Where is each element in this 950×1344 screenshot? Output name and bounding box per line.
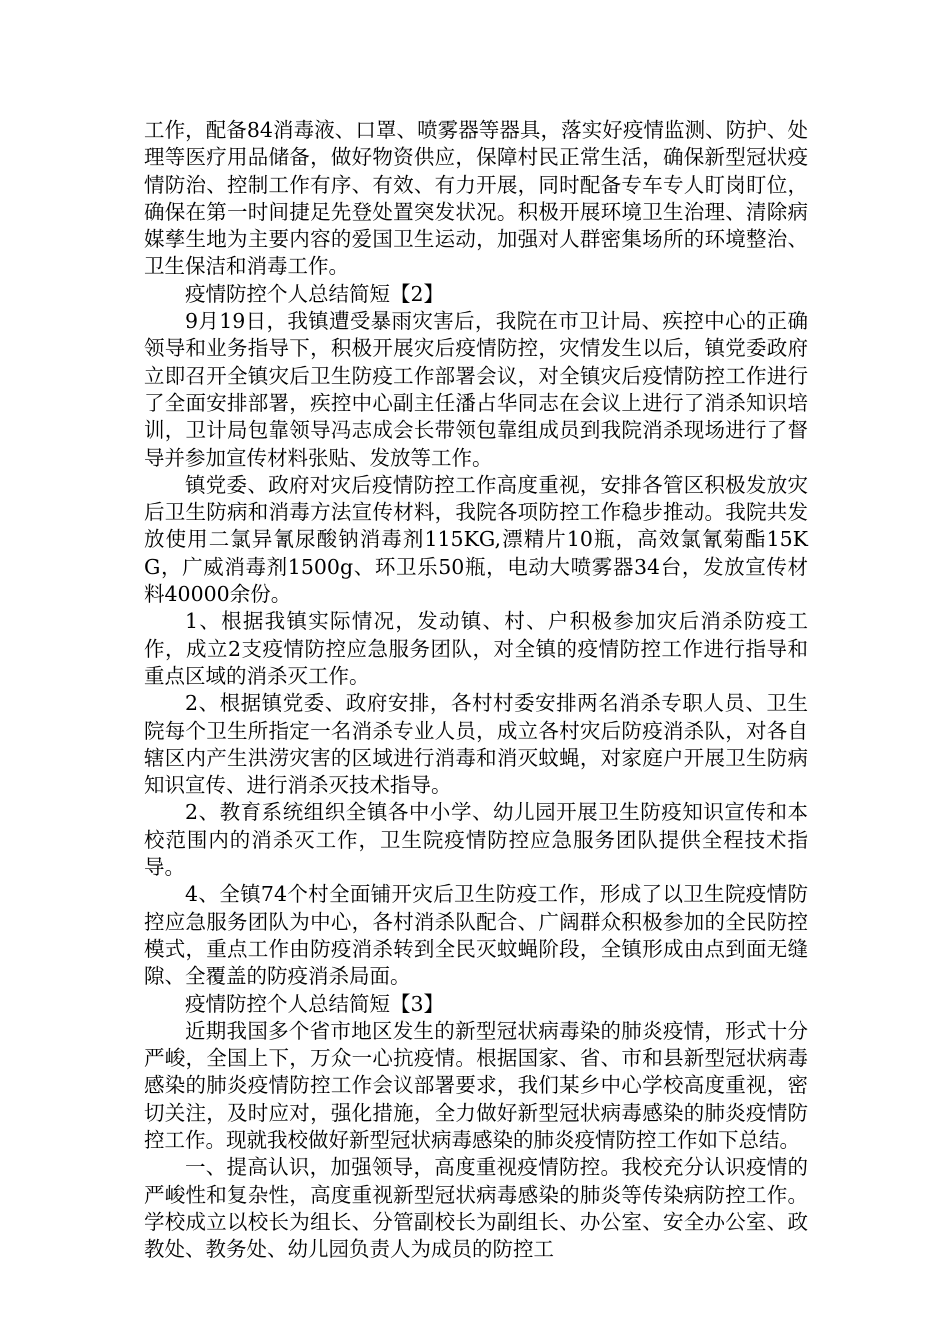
paragraph-item-2b: 2、教育系统组织全镇各中小学、幼儿园开展卫生防疫知识宣传和本校范围内的消杀灭工作，卫生院疫情防控应急服务团队提供全程技术指导。	[144, 800, 808, 880]
section-heading-3: 疫情防控个人总结简短【3】	[185, 991, 445, 1016]
section-heading-2: 疫情防控个人总结简短【2】	[185, 281, 445, 306]
document-page	[144, 117, 808, 1263]
paragraph-item-4: 4、全镇74个村全面铺开灾后卫生防疫工作，形成了以卫生院疫情防控应急服务团队为中心，各村消杀队配合、广阔群众积极参加的全民防控模式，重点工作由防疫消杀转到全民灭蚊蝇阶段，全镇形成由点到面无缝隙、全覆盖的防疫消杀局面。	[144, 882, 808, 989]
paragraph: 一、提高认识，加强领导，高度重视疫情防控。我校充分认识疫情的严峻性和复杂性，高度重视新型冠状病毒感染的肺炎等传染病防控工作。学校成立以校长为组长、分管副校长为副组长、办公室、安全办公室、政教处、教务处、幼儿园负责人为成员的防控工	[144, 1155, 808, 1262]
paragraph-continued: 工作，配备84消毒液、口罩、喷雾器等器具，落实好疫情监测、防护、处理等医疗用品储备，做好物资供应，保障村民正常生活，确保新型冠状疫情防治、控制工作有序、有效、有力开展，同时配备专车专人盯岗盯位，确保在第一时间捷足先登处置突发状况。积极开展环境卫生治理、清除病媒孳生地为主要内容的爱国卫生运动，加强对人群密集场所的环境整治、卫生保洁和消毒工作。	[144, 118, 808, 279]
paragraph-item-2: 2、根据镇党委、政府安排，各村村委安排两名消杀专职人员、卫生院每个卫生所指定一名消杀专业人员，成立各村灾后防疫消杀队，对各自辖区内产生洪涝灾害的区域进行消毒和消灭蚊蝇，对家庭户开展卫生防病知识宣传、进行消杀灭技术指导。	[144, 691, 808, 798]
paragraph: 近期我国多个省市地区发生的新型冠状病毒染的肺炎疫情，形式十分严峻，全国上下，万众一心抗疫情。根据国家、省、市和县新型冠状病毒感染的肺炎疫情防控工作会议部署要求，我们某乡中心学校高度重视，密切关注，及时应对，强化措施，全力做好新型冠状病毒感染的肺炎疫情防控工作。现就我校做好新型冠状病毒感染的肺炎疫情防控工作如下总结。	[144, 1018, 808, 1152]
paragraph: 9月19日，我镇遭受暴雨灾害后，我院在市卫计局、疾控中心的正确领导和业务指导下，积极开展灾后疫情防控，灾情发生以后，镇党委政府立即召开全镇灾后卫生防疫工作部署会议，对全镇灾后疫情防控工作进行了全面安排部署，疾控中心副主任潘占华同志在会议上进行了消杀知识培训，卫计局包靠领导冯志成会长带领包靠组成员到我院消杀现场进行了督导并参加宣传材料张贴、发放等工作。	[144, 309, 808, 470]
paragraph-item-1: 1、根据我镇实际情况，发动镇、村、户积极参加灾后消杀防疫工作，成立2支疫情防控应急服务团队，对全镇的疫情防控工作进行指导和重点区域的消杀灭工作。	[144, 609, 808, 688]
paragraph: 镇党委、政府对灾后疫情防控工作高度重视，安排各管区积极发放灾后卫生防病和消毒方法宣传材料，我院各项防控工作稳步推动。我院共发放使用二氯异氰尿酸钠消毒剂115KG,漂精片10瓶，高效氯氰菊酯15KG，广威消毒剂1500g、环卫乐50瓶，电动大喷雾器34台，发放宣传材料40000余份。	[144, 472, 808, 607]
